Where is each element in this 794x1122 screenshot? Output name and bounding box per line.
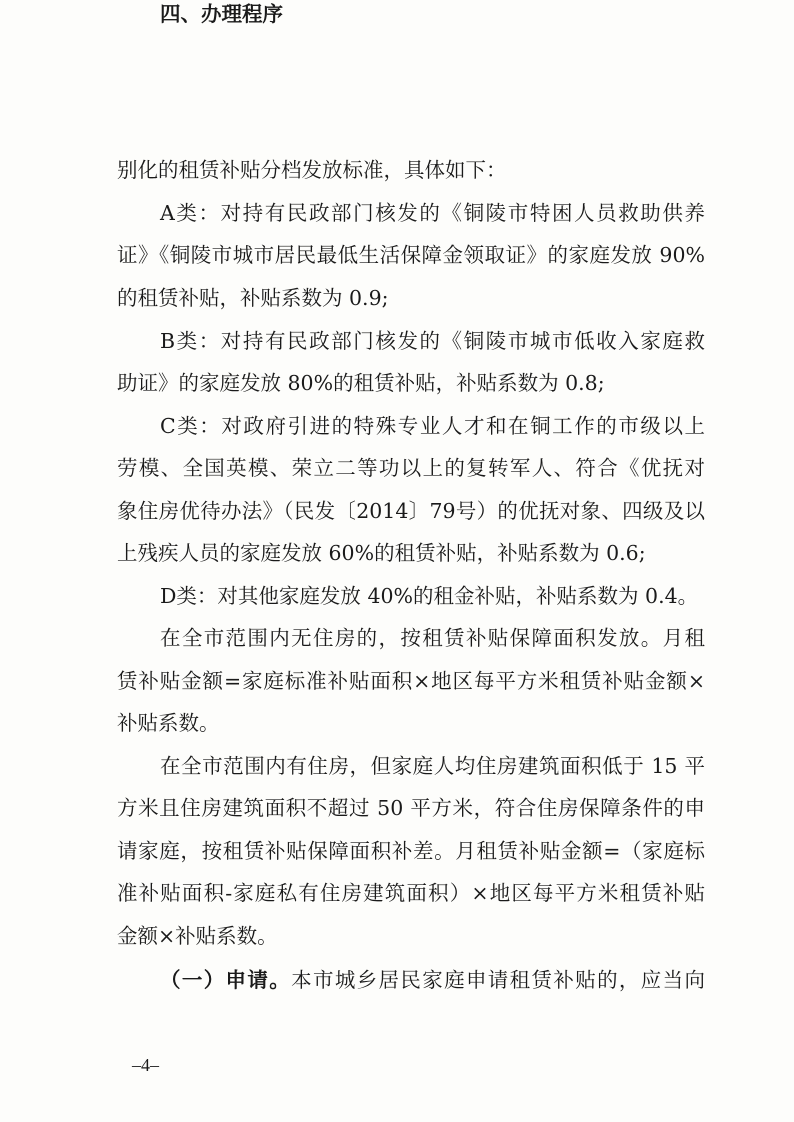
page-number: –4– <box>132 1055 159 1075</box>
paragraph-line: 上残疾人员的家庭发放 60%的租赁补贴，补贴系数为 0.6; <box>117 541 646 565</box>
paragraph-line: 补贴系数。 <box>117 711 220 735</box>
paragraph-line: A类：对持有民政部门核发的《铜陵市特困人员救助供养 <box>160 201 705 225</box>
paragraph-line: 助证》的家庭发放 80%的租赁补贴，补贴系数为 0.8; <box>117 371 605 395</box>
paragraph-line: 方米且住房建筑面积不超过 50 平方米，符合住房保障条件的申 <box>117 796 705 820</box>
paragraph-line: 劳模、全国英模、荣立二等功以上的复转军人、符合《优抚对 <box>117 456 705 480</box>
paragraph-line: 准补贴面积-家庭私有住房建筑面积）×地区每平方米租赁补贴 <box>117 881 705 905</box>
paragraph-line: B类：对持有民政部门核发的《铜陵市城市低收入家庭救 <box>160 329 705 353</box>
paragraph-text: 本市城乡居民家庭申请租赁补贴的，应当向 <box>291 968 705 992</box>
section-heading: 四、办理程序 <box>160 2 283 26</box>
paragraph-line: 别化的租赁补贴分档发放标准，具体如下： <box>117 158 507 182</box>
paragraph-line: 证》《铜陵市城市居民最低生活保障金领取证》的家庭发放 90% <box>117 243 705 267</box>
paragraph-line: 象住房优待办法》（民发〔2014〕79号）的优抚对象、四级及以 <box>117 499 705 523</box>
paragraph-line: 请家庭，按租赁补贴保障面积补差。月租赁补贴金额=（家庭标 <box>117 839 705 863</box>
paragraph-line-application <box>160 966 705 994</box>
paragraph-line: C类：对政府引进的特殊专业人才和在铜工作的市级以上 <box>160 414 705 438</box>
paragraph-line: 在全市范围内无住房的，按租赁补贴保障面积发放。月租 <box>160 626 705 650</box>
subsection-heading: （一）申请。 <box>160 968 292 992</box>
paragraph-line: 在全市范围内有住房，但家庭人均住房建筑面积低于 15 平 <box>160 754 705 778</box>
paragraph-line: D类：对其他家庭发放 40%的租金补贴，补贴系数为 0.4。 <box>160 584 699 608</box>
paragraph-line: 金额×补贴系数。 <box>117 924 278 948</box>
paragraph-line: 的租赁补贴，补贴系数为 0.9; <box>117 286 389 310</box>
paragraph-line: 赁补贴金额=家庭标准补贴面积×地区每平方米租赁补贴金额× <box>117 669 705 693</box>
